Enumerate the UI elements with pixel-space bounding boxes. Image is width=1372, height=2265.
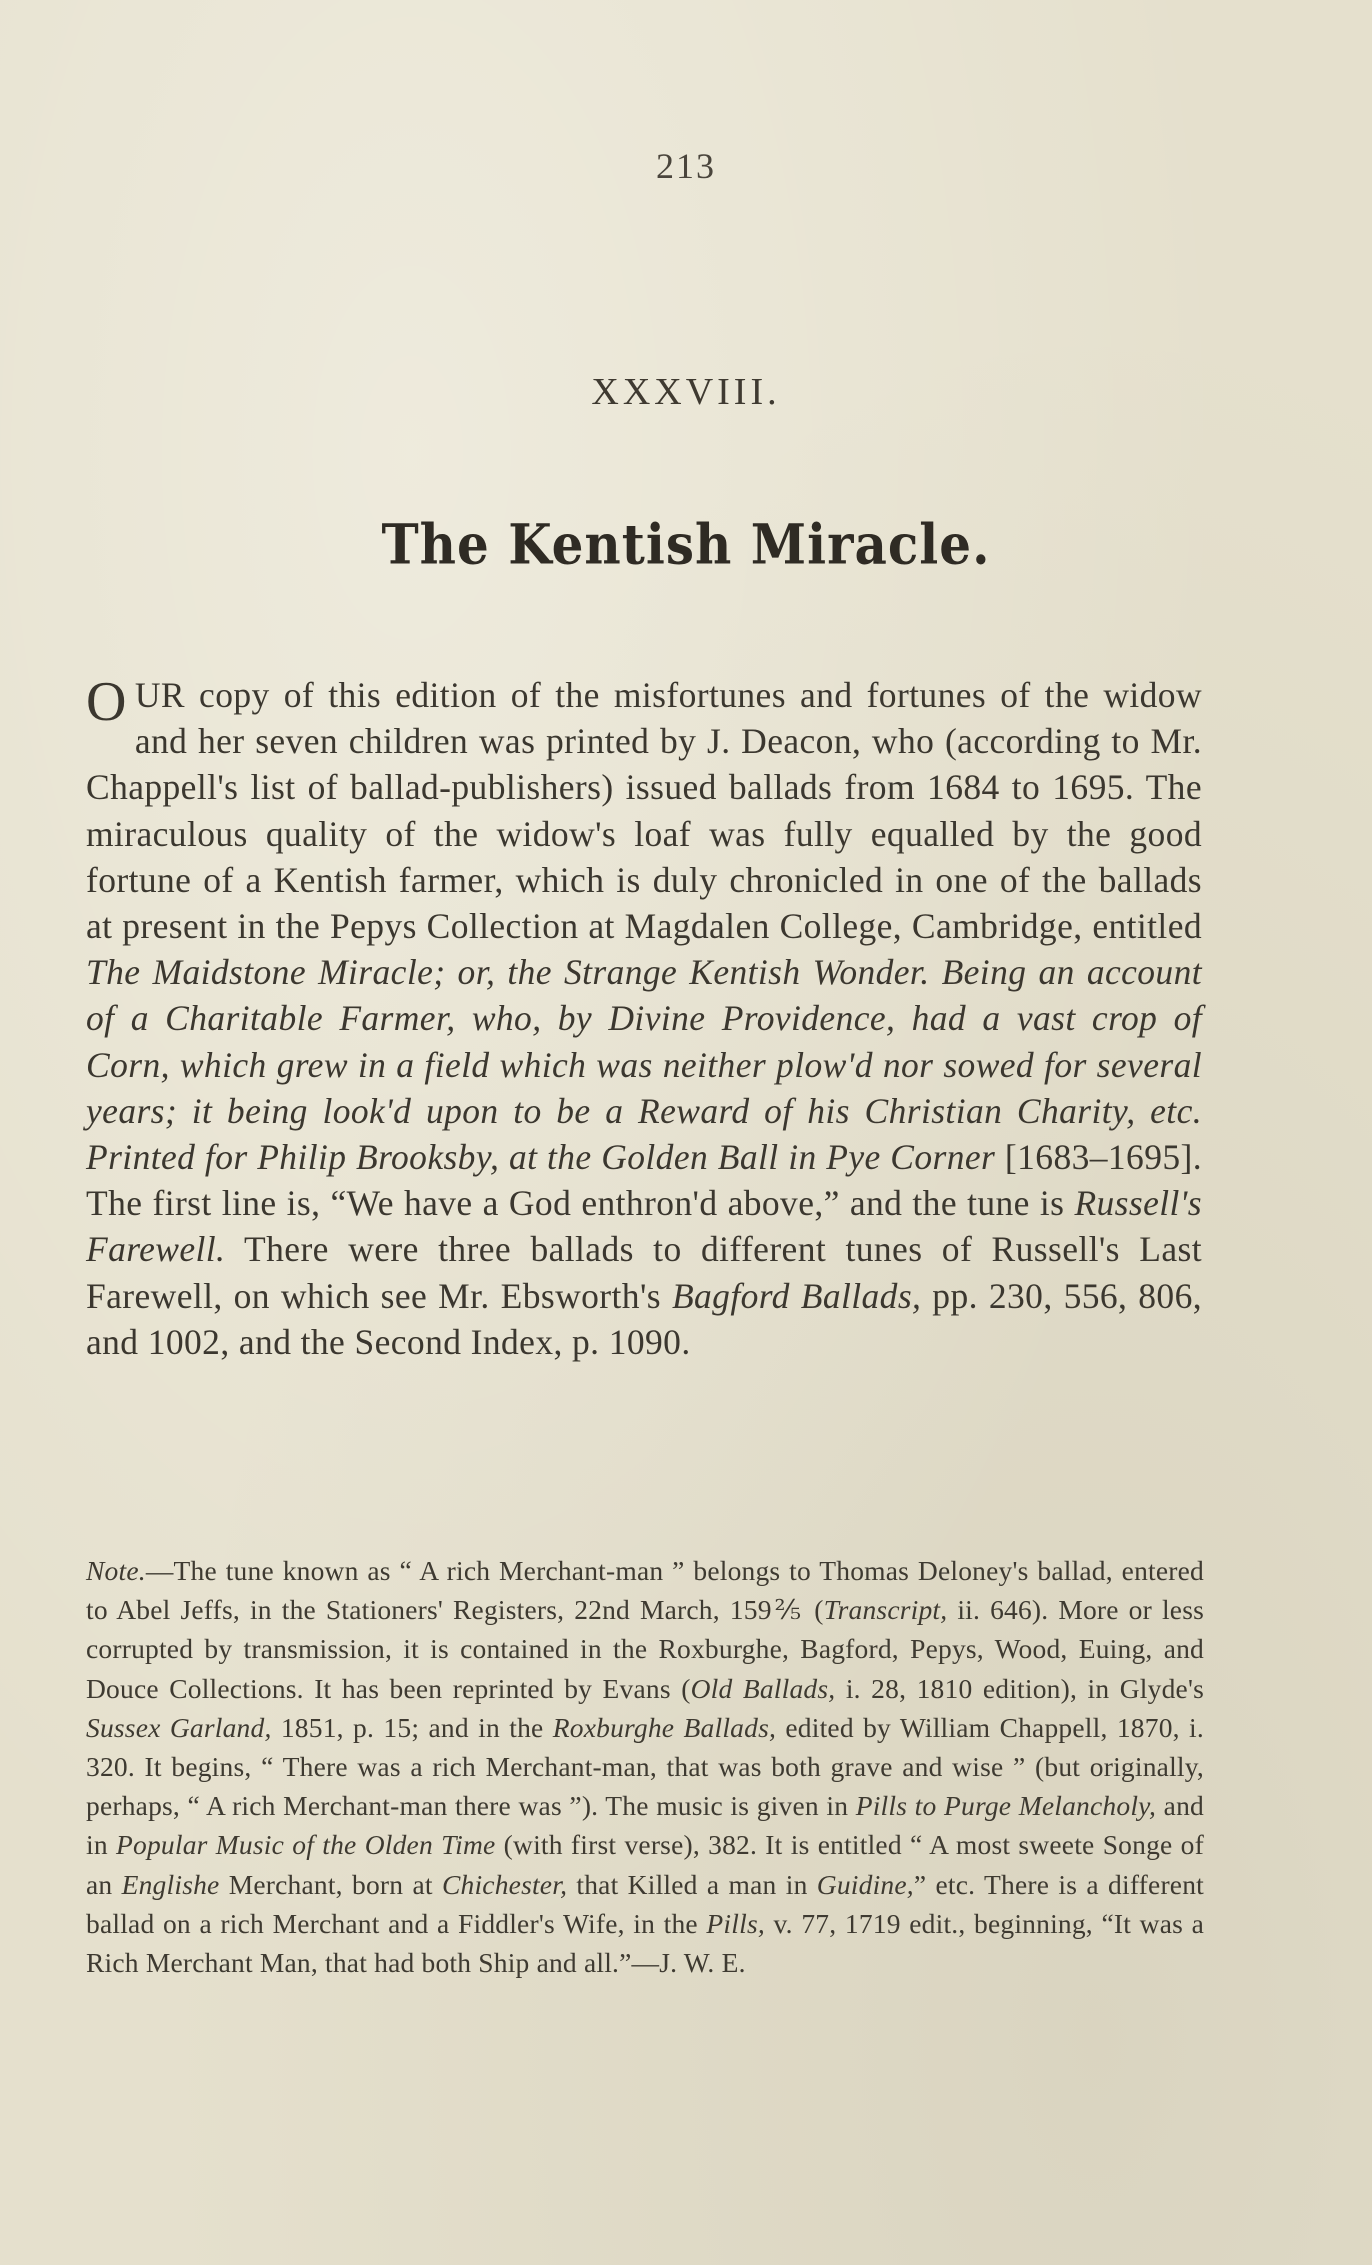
footnote bbox=[86, 1551, 1204, 1982]
note-segment: edited by William Chappell, 1870, i. 320. It begins, “ There was a rich Merchant-man, that was both grave and wise ” (but originally, perhaps, “ A rich Merchant-man there was ”). The music is given in bbox=[86, 1711, 1204, 1822]
body-paragraph bbox=[86, 672, 1202, 1365]
note-segment: 1851, p. 15; and in the bbox=[271, 1711, 553, 1743]
chapter-title: The Kentish Miracle. bbox=[381, 512, 991, 577]
note-segment: —The tune known as “ A rich Merchant-man ” belongs to Thomas Deloney's ballad, entered to Abel Jeffs, in the Stationers' Registers, 22nd March, 159⅖ ( bbox=[86, 1555, 1204, 1626]
drop-cap: O bbox=[86, 671, 127, 733]
body-segment-italic: Bagford Ballads, bbox=[671, 1275, 922, 1316]
note-segment-italic: Transcript, bbox=[823, 1594, 948, 1626]
note-segment: that Killed a man in bbox=[567, 1868, 817, 1900]
note-segment: ” etc. There is a different ballad on a rich Merchant and a Fiddler's Wife, in the bbox=[86, 1868, 1204, 1939]
note-segment-italic: Guidine, bbox=[816, 1868, 914, 1900]
note-label: Note. bbox=[86, 1555, 146, 1586]
note-segment: i. 28, 1810 edition), in Glyde's bbox=[835, 1672, 1204, 1704]
note-segment-italic: Popular Music of the Olden Time bbox=[116, 1829, 496, 1861]
note-segment: and in bbox=[86, 1790, 1204, 1861]
note-segment-italic: Englishe bbox=[121, 1868, 220, 1900]
note-segment-italic: Sussex Garland, bbox=[86, 1711, 272, 1743]
body-segment-italic: The Maidstone Miracle; or, the Strange Kentish Wonder. Being an account of a Charitable Farmer, who, by Divine Providence, had a vast crop of Corn, which grew in a field which was neither plow'd nor sowed for several years; it being look'd upon to be a Reward of his Christian Charity, etc. Printed for Philip Brooksby, at the Golden Ball in Pye Corner bbox=[86, 952, 1202, 1178]
chapter-number: XXXVIII. bbox=[591, 371, 781, 413]
body-segment: pp. 230, 556, 806, and 1002, and the Second Index, p. 1090. bbox=[86, 1275, 1203, 1362]
body-segment: There were three ballads to different tunes of Russell's Last Farewell, on which see Mr. Ebsworth's bbox=[86, 1229, 1202, 1316]
body-segment: [1683–1695]. The first line is, “We have a God enthron'd above,” and the tune is bbox=[86, 1137, 1202, 1224]
note-segment: v. 77, 1719 edit., beginning, “It was a Rich Merchant Man, that had both Ship and all.”—J. W. E. bbox=[86, 1907, 1204, 1979]
note-segment-italic: Chichester, bbox=[441, 1868, 568, 1900]
body-segment-italic: Russell's Farewell. bbox=[86, 1183, 1202, 1270]
note-segment-italic: Pills to Purge Melancholy, bbox=[855, 1790, 1157, 1822]
note-segment: ii. 646). More or less corrupted by transmission, it is contained in the Roxburghe, Bagford, Pepys, Wood, Euing, and Douce Collections. It has been reprinted by Evans ( bbox=[86, 1594, 1204, 1704]
note-segment: Merchant, born at bbox=[219, 1868, 442, 1900]
body-text-content bbox=[86, 671, 1203, 1362]
note-segment: (with first verse), 382. It is entitled “ A most sweete Songe of an bbox=[86, 1829, 1204, 1900]
body-segment: UR copy of this edition of the misfortunes and fortunes of the widow and her seven children was printed by J. Deacon, who (according to Mr. Chappell's list of ballad-publishers) issued ballads from 1684 to 1695. The miraculous quality of the widow's loaf was fully equalled by the good fortune of a Kentish farmer, which is duly chronicled in one of the ballads at present in the Pepys Collection at Magdalen College, Cambridge, entitled bbox=[86, 675, 1202, 947]
note-segment-italic: Pills, bbox=[706, 1907, 765, 1939]
note-segment-italic: Roxburghe Ballads, bbox=[552, 1711, 777, 1743]
page-number: 213 bbox=[656, 146, 716, 186]
note-segment-italic: Old Ballads, bbox=[690, 1672, 836, 1704]
